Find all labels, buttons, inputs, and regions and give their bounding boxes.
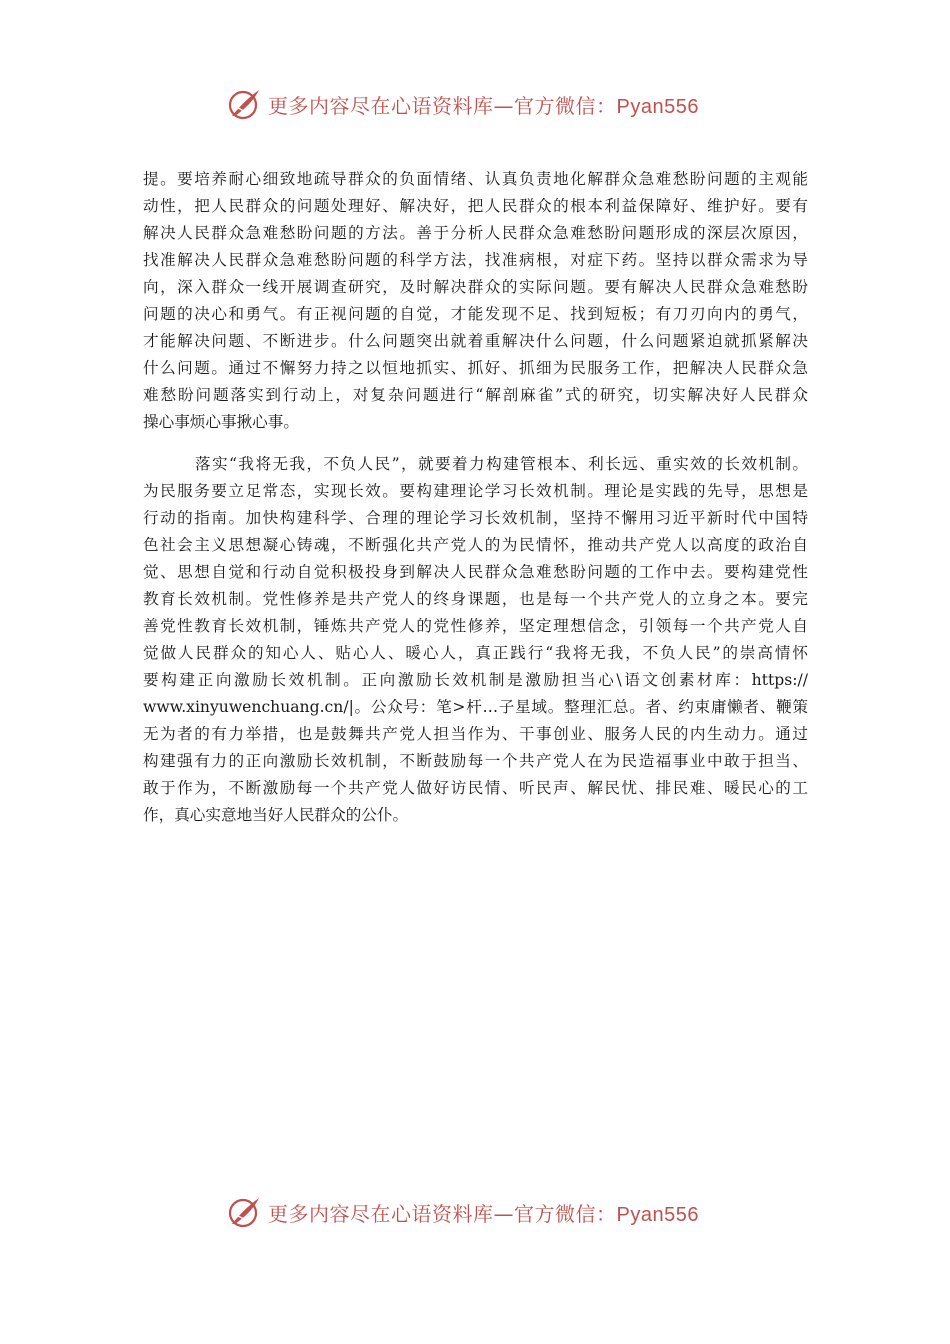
header-banner-text <box>268 90 699 119</box>
text-line: 无为者的有力举措，也是鼓舞共产党人担当作为、干事创业、服务人民的内生动力。通过 <box>143 725 808 743</box>
text-line: 动性，把人民群众的问题处理好、解决好，把人民群众的根本利益保障好、维护好。要有 <box>143 197 808 215</box>
footer-banner-text <box>268 1198 699 1227</box>
footer-title: 更多内容尽在心语资料库—官方微信： <box>268 1201 617 1226</box>
text-line: 觉、思想自觉和行动自觉积极投身到解决人民群众急难愁盼问题的工作中去。要构建党性 <box>143 563 808 581</box>
quill-logo-icon <box>226 1194 262 1230</box>
text-line: 找准解决人民群众急难愁盼问题的科学方法，找准病根，对症下药。坚持以群众需求为导 <box>143 251 808 269</box>
paragraph-spacer <box>143 436 808 451</box>
text-line: 为民服务要立足常态，实现长效。要构建理论学习长效机制。理论是实践的先导，思想是 <box>143 482 808 500</box>
footer-wechat-account: Pyan556 <box>616 1203 699 1226</box>
text-line: 行动的指南。加快构建科学、合理的理论学习长效机制，坚持不懈用习近平新时代中国特 <box>143 509 808 527</box>
text-line: 问题的决心和勇气。有正视问题的自觉，才能发现不足、找到短板；有刀刃向内的勇气， <box>143 305 808 323</box>
text-line: 什么问题。通过不懈努力持之以恒地抓实、抓好、抓细为民服务工作，把解决人民群众急 <box>143 359 808 377</box>
text-line: 向，深入群众一线开展调查研究，及时解决群众的实际问题。要有解决人民群众急难愁盼 <box>143 278 808 296</box>
paragraph-2 <box>143 451 808 829</box>
footer-banner <box>0 1190 950 1234</box>
document-body <box>143 166 808 829</box>
text-line: 落实“我将无我，不负人民”，就要着力构建管根本、利长远、重实效的长效机制。 <box>195 455 808 473</box>
text-line: 难愁盼问题落实到行动上，对复杂问题进行“解剖麻雀”式的研究，切实解决好人民群众 <box>143 386 808 404</box>
header-banner <box>0 82 950 126</box>
text-line: 要构建正向激励长效机制。正向激励长效机制是激励担当心\语文创素材库：https:// <box>143 671 808 689</box>
header-title: 更多内容尽在心语资料库—官方微信： <box>268 93 617 118</box>
text-line: 构建强有力的正向激励长效机制，不断鼓励每一个共产党人在为民造福事业中敢于担当、 <box>143 752 808 770</box>
text-line: 作，真心实意地当好人民群众的公仆。 <box>143 806 409 824</box>
text-line: 色社会主义思想凝心铸魂，不断强化共产党人的为民情怀，推动共产党人以高度的政治自 <box>143 536 808 554</box>
text-line: 操心事烦心事揪心事。 <box>143 413 299 431</box>
text-line: 才能解决问题、不断进步。什么问题突出就着重解决什么问题，什么问题紧迫就抓紧解决 <box>143 332 808 350</box>
quill-logo-icon <box>226 86 262 122</box>
text-line: 善党性教育长效机制，锤炼共产党人的党性修养，坚定理想信念，引领每一个共产党人自 <box>143 617 808 635</box>
text-line: 解决人民群众急难愁盼问题的方法。善于分析人民群众急难愁盼问题形成的深层次原因， <box>143 224 808 242</box>
text-line: www.xinyuwenchuang.cn/|。公众号：笔>杆…子星域。整理汇总。者、约束庸懒者、鞭策 <box>143 698 808 716</box>
text-line: 敢于作为，不断激励每一个共产党人做好访民情、听民声、解民忧、排民难、暖民心的工 <box>143 779 808 797</box>
header-wechat-account: Pyan556 <box>616 95 699 118</box>
paragraph-1 <box>143 166 808 436</box>
text-line: 觉做人民群众的知心人、贴心人、暖心人，真正践行“我将无我，不负人民”的崇高情怀 <box>143 644 808 662</box>
text-line: 提。要培养耐心细致地疏导群众的负面情绪、认真负责地化解群众急难愁盼问题的主观能 <box>143 170 808 188</box>
text-line: 教育长效机制。党性修养是共产党人的终身课题，也是每一个共产党人的立身之本。要完 <box>143 590 808 608</box>
